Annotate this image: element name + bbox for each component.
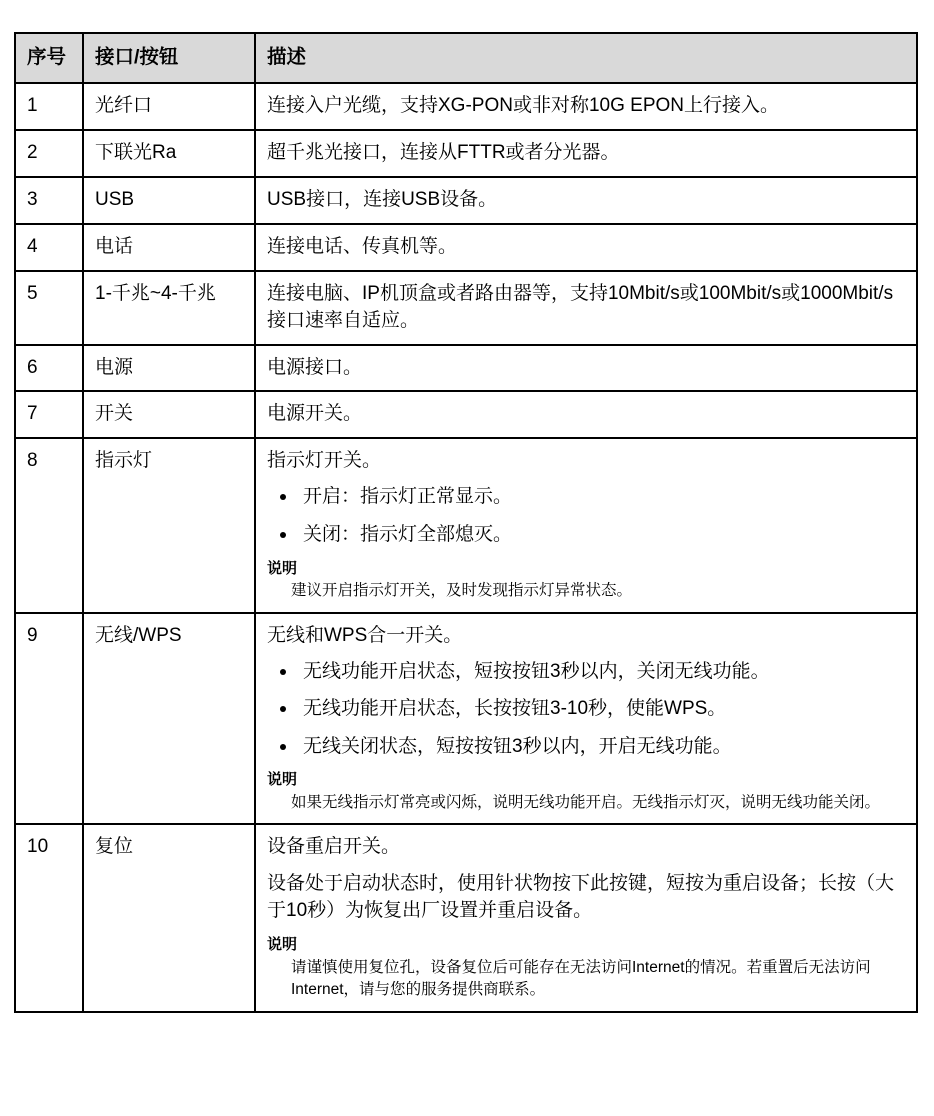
- note-body: 建议开启指示灯开关，及时发现指示灯异常状态。: [291, 582, 633, 600]
- description-paragraph: 指示灯开关。: [267, 450, 382, 472]
- cell-interface-name: 1-千兆~4-千兆: [83, 271, 255, 345]
- table-row: [15, 824, 917, 1011]
- table-body: [15, 83, 917, 1012]
- list-item: [267, 696, 906, 723]
- cell-interface-name: 开关: [83, 391, 255, 438]
- table-row: [15, 391, 917, 438]
- cell-description: [255, 613, 917, 825]
- cell-interface-name: 电话: [83, 224, 255, 271]
- list-item: [267, 484, 906, 511]
- note-title: 说明: [267, 771, 298, 789]
- description-paragraph: 连接电话、传真机等。: [267, 235, 458, 257]
- cell-description: [255, 224, 917, 271]
- column-header-serial-number: 序号: [15, 33, 83, 83]
- cell-serial-number: 4: [15, 224, 83, 271]
- note-block: [267, 935, 906, 1001]
- cell-serial-number: 3: [15, 177, 83, 224]
- description-paragraph-secondary: 设备处于启动状态时，使用针状物按下此按键，短按为重启设备；长按（大于10秒）为恢复出厂设置并重启设备。: [267, 873, 895, 922]
- description-paragraph: 连接电脑、IP机顶盒或者路由器等，支持10Mbit/s或100Mbit/s或1000Mbit/s接口速率自适应。: [267, 282, 894, 331]
- cell-description: [255, 345, 917, 392]
- description-paragraph: 超千兆光接口，连接从FTTR或者分光器。: [267, 141, 620, 163]
- cell-serial-number: 10: [15, 824, 83, 1011]
- list-item-label: 开启：指示灯正常显示。: [303, 486, 513, 508]
- table-header-row: [15, 33, 917, 83]
- cell-serial-number: 1: [15, 83, 83, 130]
- cell-interface-name: 电源: [83, 345, 255, 392]
- bullet-dot-icon: [280, 494, 286, 500]
- table-row: [15, 345, 917, 392]
- list-item-label: 无线功能开启状态，长按按钮3-10秒，使能WPS。: [303, 698, 727, 720]
- interface-button-spec-table: [14, 32, 918, 1013]
- table-row: [15, 224, 917, 271]
- table-row: [15, 177, 917, 224]
- description-bullet-list: [267, 659, 906, 761]
- list-item: [267, 522, 906, 549]
- description-paragraph: 电源开关。: [267, 403, 363, 425]
- list-item-label: 关闭：指示灯全部熄灭。: [303, 524, 513, 545]
- table-header: [15, 33, 917, 83]
- cell-interface-name: 指示灯: [83, 438, 255, 612]
- table-row: [15, 83, 917, 130]
- description-paragraph: 设备重启开关。: [267, 836, 401, 858]
- cell-serial-number: 8: [15, 438, 83, 612]
- note-block: [267, 770, 906, 814]
- cell-description: [255, 824, 917, 1011]
- list-item-label: 无线功能开启状态，短按按钮3秒以内，关闭无线功能。: [303, 660, 770, 682]
- list-item: [267, 659, 906, 686]
- cell-interface-name: USB: [83, 177, 255, 224]
- table-row: [15, 613, 917, 825]
- table-row: [15, 130, 917, 177]
- cell-description: [255, 271, 917, 345]
- bullet-dot-icon: [280, 744, 286, 750]
- cell-interface-name: 复位: [83, 824, 255, 1011]
- table-row: [15, 438, 917, 612]
- cell-description: [255, 177, 917, 224]
- note-body: 请谨慎使用复位孔，设备复位后可能存在无法访问Internet的情况。若重置后无法访问Internet，请与您的服务提供商联系。: [291, 958, 871, 999]
- interface-button-spec-table-wrapper: [14, 32, 916, 1013]
- cell-description: [255, 130, 917, 177]
- bullet-dot-icon: [280, 706, 286, 712]
- note-block: [267, 559, 906, 603]
- cell-serial-number: 2: [15, 130, 83, 177]
- cell-serial-number: 6: [15, 345, 83, 392]
- note-title: 说明: [267, 936, 298, 954]
- cell-description: [255, 438, 917, 612]
- note-body: 如果无线指示灯常亮或闪烁，说明无线功能开启。无线指示灯灭，说明无线功能关闭。: [291, 793, 881, 811]
- cell-serial-number: 9: [15, 613, 83, 825]
- description-paragraph: 电源接口。: [267, 356, 363, 378]
- description-paragraph: USB接口，连接USB设备。: [267, 188, 498, 210]
- description-bullet-list: [267, 484, 906, 548]
- description-paragraph: 无线和WPS合一开关。: [267, 624, 463, 646]
- note-title: 说明: [267, 559, 298, 577]
- cell-serial-number: 7: [15, 391, 83, 438]
- description-paragraph: 连接入户光缆，支持XG-PON或非对称10G EPON上行接入。: [267, 94, 779, 116]
- bullet-dot-icon: [280, 669, 286, 675]
- list-item-label: 无线关闭状态，短按按钮3秒以内，开启无线功能。: [303, 735, 732, 757]
- cell-description: [255, 83, 917, 130]
- table-row: [15, 271, 917, 345]
- cell-serial-number: 5: [15, 271, 83, 345]
- cell-interface-name: 无线/WPS: [83, 613, 255, 825]
- cell-interface-name: 下联光Ra: [83, 130, 255, 177]
- list-item: [267, 734, 906, 761]
- column-header-description: 描述: [255, 33, 917, 83]
- cell-interface-name: 光纤口: [83, 83, 255, 130]
- cell-description: [255, 391, 917, 438]
- column-header-interface-button: 接口/按钮: [83, 33, 255, 83]
- bullet-dot-icon: [280, 532, 286, 538]
